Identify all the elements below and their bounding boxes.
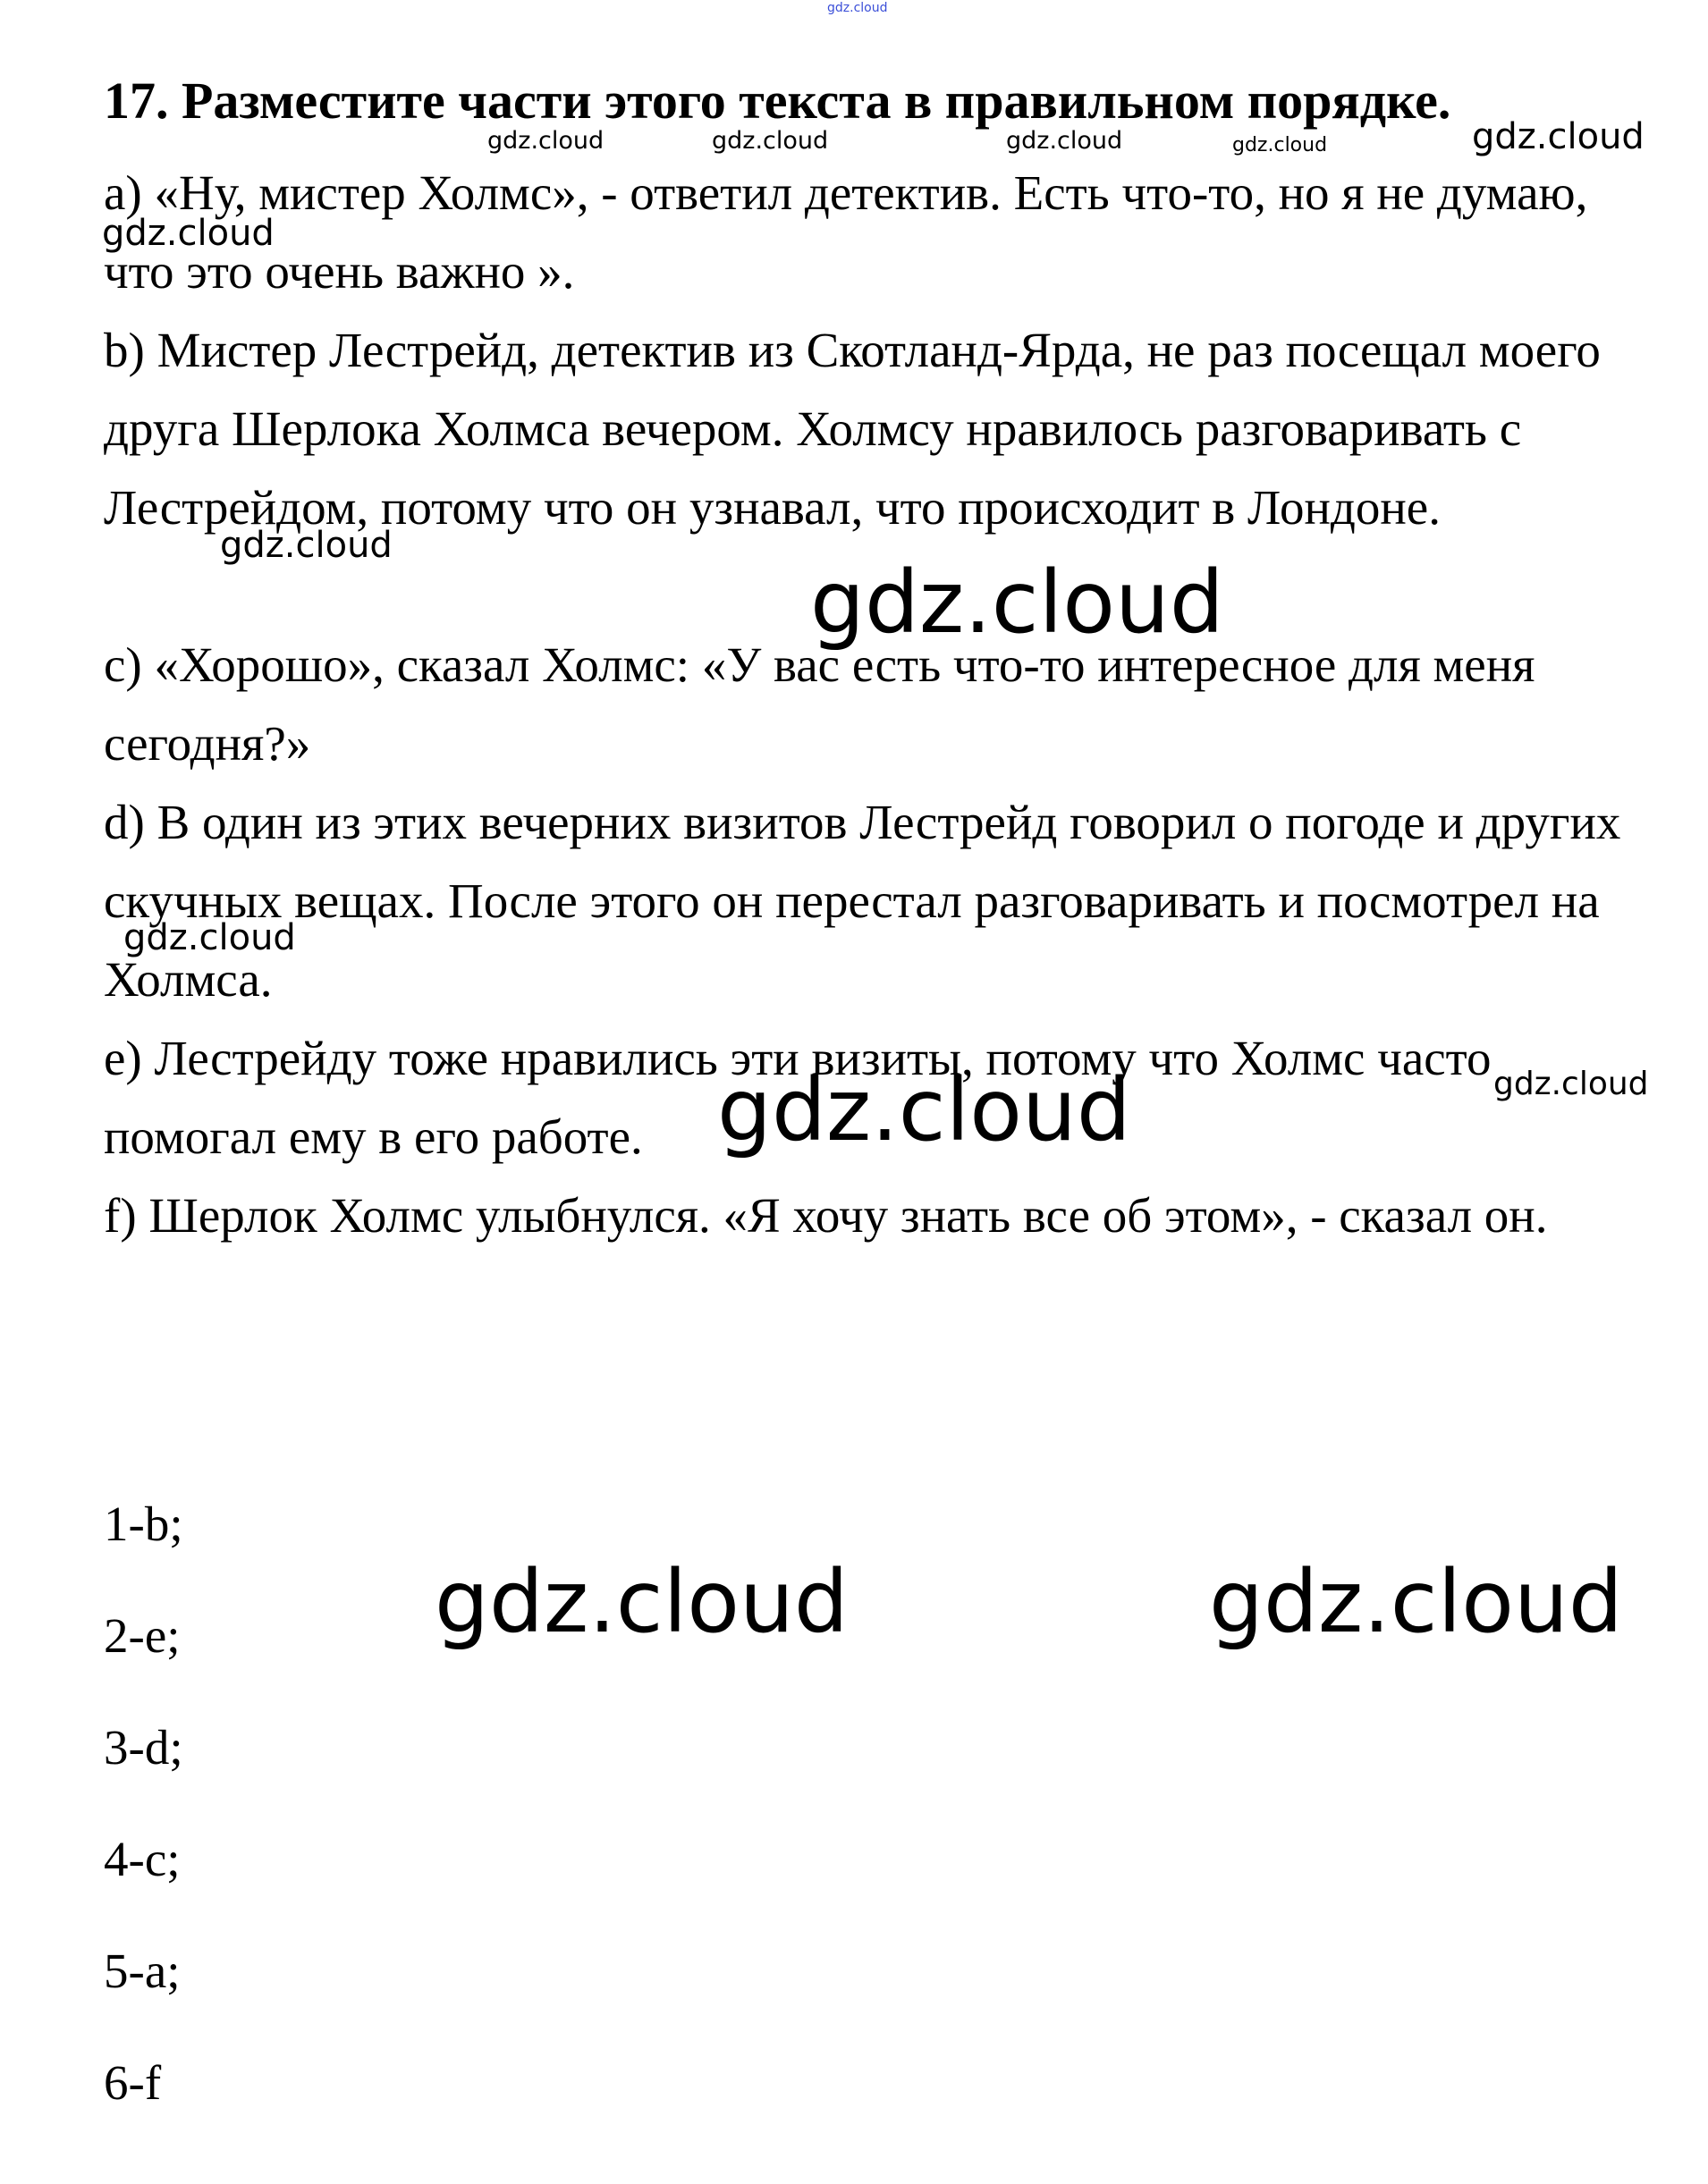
watermark: gdz.cloud (1472, 116, 1645, 157)
watermark: gdz.cloud (102, 213, 275, 254)
watermark: gdz.cloud (827, 1, 888, 15)
watermark: gdz.cloud (487, 127, 605, 155)
watermark: gdz.cloud (810, 552, 1224, 653)
answer-item: 3-d; (104, 1720, 183, 1775)
watermark: gdz.cloud (1232, 134, 1328, 156)
watermark: gdz.cloud (712, 127, 829, 155)
paragraph-c: c) «Хорошо», сказал Холмс: «У вас есть что-то интересное для меня сегодня?» (104, 637, 1535, 771)
watermark: gdz.cloud (1006, 127, 1123, 155)
answer-item: 4-c; (104, 1832, 181, 1886)
watermark: gdz.cloud (435, 1552, 849, 1652)
paragraph-f: f) Шерлок Холмс улыбнулся. «Я хочу знать все об этом», - сказал он. (104, 1188, 1548, 1243)
paragraph-e: e) Лестрейду тоже нравились эти визиты, потому что Холмс часто помогал ему в его работе. (104, 1031, 1492, 1164)
answer-item: 5-a; (104, 1944, 181, 1998)
paragraph-a: a) «Ну, мистер Холмс», - ответил детектив. Есть что-то, но я не думаю, что это очень важно ». (104, 165, 1588, 299)
answer-item: 6-f (104, 2055, 162, 2110)
answer-list (104, 1468, 183, 2138)
task-heading: 17. Разместите части этого текста в правильном порядке. (104, 72, 1451, 130)
paragraph-d: d) В один из этих вечерних визитов Лестрейд говорил о погоде и других скучных вещах. После этого он перестал разговаривать и посмотрел на Холмса. (104, 795, 1621, 1007)
watermark: gdz.cloud (717, 1060, 1131, 1160)
paragraph-b: b) Мистер Лестрейд, детектив из Скотланд-Ярда, не раз посещал моего друга Шерлока Холмса вечером. Холмсу нравилось разговаривать с Лестрейдом, потому что он узнавал, что происходит в Лондоне. (104, 323, 1601, 535)
watermark: gdz.cloud (123, 917, 296, 958)
watermark: gdz.cloud (1493, 1066, 1649, 1102)
watermark: gdz.cloud (220, 525, 393, 566)
watermark: gdz.cloud (1209, 1552, 1623, 1652)
answer-item: 1-b; (104, 1497, 183, 1551)
answer-item: 2-e; (104, 1608, 181, 1663)
